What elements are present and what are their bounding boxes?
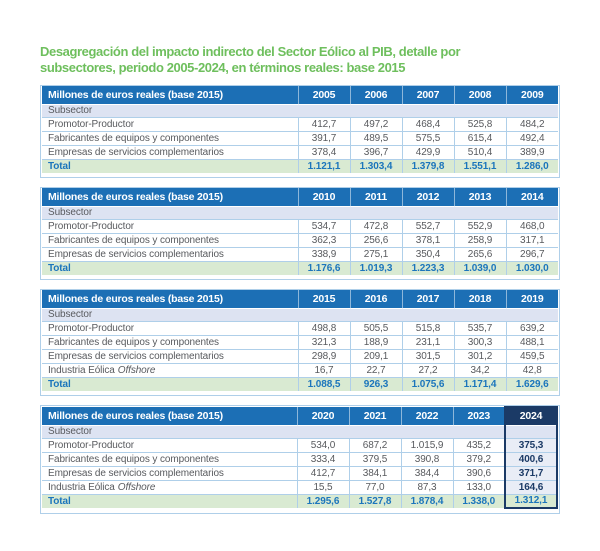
total-row bbox=[42, 377, 558, 391]
corner-header: Millones de euros reales (base 2015) bbox=[42, 407, 297, 425]
total-value: 1.629,6 bbox=[506, 377, 558, 391]
total-value: 1.088,5 bbox=[298, 377, 350, 391]
cell-value: 575,5 bbox=[402, 131, 454, 145]
row-label bbox=[42, 466, 297, 480]
cell-value: 321,3 bbox=[298, 335, 350, 349]
subsector-label: Subsector bbox=[42, 206, 558, 219]
total-value: 1.295,6 bbox=[297, 494, 349, 508]
row-label-text: Fabricantes de equipos y componentes bbox=[48, 453, 219, 465]
row-label bbox=[42, 145, 298, 159]
row-label-italic: Offshore bbox=[117, 481, 156, 493]
row-label bbox=[42, 117, 298, 131]
row-label-text: Empresas de servicios complementarios bbox=[48, 146, 224, 158]
cell-value: 42,8 bbox=[506, 363, 558, 377]
table-header-row bbox=[42, 86, 558, 104]
corner-header: Millones de euros reales (base 2015) bbox=[42, 290, 298, 308]
total-value: 1.075,6 bbox=[402, 377, 454, 391]
total-row bbox=[42, 159, 558, 173]
cell-value: 534,0 bbox=[297, 438, 349, 452]
table-row bbox=[42, 438, 557, 452]
cell-value: 515,8 bbox=[402, 321, 454, 335]
cell-value: 378,1 bbox=[402, 233, 454, 247]
cell-value: 384,1 bbox=[349, 466, 401, 480]
cell-value: 379,5 bbox=[349, 452, 401, 466]
table-row bbox=[42, 117, 558, 131]
row-label bbox=[42, 363, 298, 377]
cell-value: 498,8 bbox=[298, 321, 350, 335]
total-value: 1.176,6 bbox=[298, 261, 350, 275]
cell-value: 34,2 bbox=[454, 363, 506, 377]
cell-value: 492,4 bbox=[506, 131, 558, 145]
total-label: Total bbox=[42, 377, 298, 391]
row-label-text: Industria Eólica bbox=[48, 364, 115, 376]
cell-value: 510,4 bbox=[454, 145, 506, 159]
cell-value: 275,1 bbox=[350, 247, 402, 261]
total-value: 1.286,0 bbox=[506, 159, 558, 173]
cell-value: 188,9 bbox=[350, 335, 402, 349]
cell-value: 258,9 bbox=[454, 233, 506, 247]
year-header: 2011 bbox=[350, 188, 402, 206]
total-label: Total bbox=[42, 159, 298, 173]
subsector-highlight-cell bbox=[505, 425, 557, 438]
row-label-text: Empresas de servicios complementarios bbox=[48, 350, 224, 362]
cell-value: 27,2 bbox=[402, 363, 454, 377]
cell-value: 1.015,9 bbox=[401, 438, 453, 452]
table-row bbox=[42, 219, 558, 233]
subsector-label: Subsector bbox=[42, 308, 558, 321]
year-header: 2017 bbox=[402, 290, 454, 308]
period-table bbox=[42, 290, 558, 391]
cell-value: 484,2 bbox=[506, 117, 558, 131]
cell-value: 371,7 bbox=[505, 466, 557, 480]
cell-value: 687,2 bbox=[349, 438, 401, 452]
row-label bbox=[42, 335, 298, 349]
row-label-text: Empresas de servicios complementarios bbox=[48, 248, 224, 260]
year-header: 2007 bbox=[402, 86, 454, 104]
cell-value: 77,0 bbox=[349, 480, 401, 494]
cell-value: 435,2 bbox=[453, 438, 505, 452]
cell-value: 429,9 bbox=[402, 145, 454, 159]
cell-value: 231,1 bbox=[402, 335, 454, 349]
year-header: 2013 bbox=[454, 188, 506, 206]
cell-value: 133,0 bbox=[453, 480, 505, 494]
year-header: 2006 bbox=[350, 86, 402, 104]
cell-value: 639,2 bbox=[506, 321, 558, 335]
table-row bbox=[42, 247, 558, 261]
table-row bbox=[42, 349, 558, 363]
cell-value: 552,9 bbox=[454, 219, 506, 233]
year-header: 2014 bbox=[506, 188, 558, 206]
cell-value: 300,3 bbox=[454, 335, 506, 349]
table-row bbox=[42, 335, 558, 349]
cell-value: 552,7 bbox=[402, 219, 454, 233]
cell-value: 16,7 bbox=[298, 363, 350, 377]
cell-value: 497,2 bbox=[350, 117, 402, 131]
row-label-text: Promotor-Productor bbox=[48, 439, 135, 451]
row-label-text: Industria Eólica bbox=[48, 481, 115, 493]
cell-value: 390,6 bbox=[453, 466, 505, 480]
table-row bbox=[42, 363, 558, 377]
row-label-text: Fabricantes de equipos y componentes bbox=[48, 234, 219, 246]
cell-value: 379,2 bbox=[453, 452, 505, 466]
subsector-label: Subsector bbox=[42, 104, 558, 117]
row-label-text: Promotor-Productor bbox=[48, 220, 135, 232]
year-header: 2010 bbox=[298, 188, 350, 206]
row-label bbox=[42, 233, 298, 247]
cell-value: 333,4 bbox=[297, 452, 349, 466]
row-label bbox=[42, 247, 298, 261]
row-label-text: Promotor-Productor bbox=[48, 322, 135, 334]
cell-value: 396,7 bbox=[350, 145, 402, 159]
tables-container bbox=[40, 85, 560, 514]
cell-value: 468,4 bbox=[402, 117, 454, 131]
row-label bbox=[42, 438, 297, 452]
period-table bbox=[42, 86, 558, 173]
cell-value: 459,5 bbox=[506, 349, 558, 363]
cell-value: 488,1 bbox=[506, 335, 558, 349]
period-table bbox=[42, 188, 558, 275]
row-label bbox=[42, 349, 298, 363]
cell-value: 615,4 bbox=[454, 131, 506, 145]
subsector-row bbox=[42, 425, 557, 438]
cell-value: 505,5 bbox=[350, 321, 402, 335]
cell-value: 375,3 bbox=[505, 438, 557, 452]
data-table bbox=[40, 405, 560, 514]
cell-value: 468,0 bbox=[506, 219, 558, 233]
data-table bbox=[40, 187, 560, 280]
cell-value: 525,8 bbox=[454, 117, 506, 131]
row-label-text: Empresas de servicios complementarios bbox=[48, 467, 224, 479]
year-header: 2020 bbox=[297, 407, 349, 425]
page-title bbox=[40, 44, 560, 76]
year-header: 2005 bbox=[298, 86, 350, 104]
cell-value: 384,4 bbox=[401, 466, 453, 480]
table-row bbox=[42, 233, 558, 247]
year-header: 2016 bbox=[350, 290, 402, 308]
row-label bbox=[42, 131, 298, 145]
cell-value: 296,7 bbox=[506, 247, 558, 261]
total-value: 1.878,4 bbox=[401, 494, 453, 508]
table-row bbox=[42, 321, 558, 335]
row-label bbox=[42, 219, 298, 233]
total-value: 1.303,4 bbox=[350, 159, 402, 173]
subsector-row bbox=[42, 104, 558, 117]
year-header: 2009 bbox=[506, 86, 558, 104]
cell-value: 256,6 bbox=[350, 233, 402, 247]
cell-value: 362,3 bbox=[298, 233, 350, 247]
subsector-row bbox=[42, 308, 558, 321]
total-value: 1.121,1 bbox=[298, 159, 350, 173]
page-title-line2: subsectores, periodo 2005-2024, en términos reales: base 2015 bbox=[40, 60, 406, 75]
row-label bbox=[42, 480, 297, 494]
data-table bbox=[40, 85, 560, 178]
corner-header: Millones de euros reales (base 2015) bbox=[42, 86, 298, 104]
cell-value: 489,5 bbox=[350, 131, 402, 145]
year-header: 2008 bbox=[454, 86, 506, 104]
cell-value: 301,2 bbox=[454, 349, 506, 363]
cell-value: 412,7 bbox=[298, 117, 350, 131]
total-row bbox=[42, 261, 558, 275]
row-label bbox=[42, 321, 298, 335]
total-value: 926,3 bbox=[350, 377, 402, 391]
year-header: 2021 bbox=[349, 407, 401, 425]
total-value: 1.312,1 bbox=[505, 494, 557, 508]
cell-value: 390,8 bbox=[401, 452, 453, 466]
row-label-text: Fabricantes de equipos y componentes bbox=[48, 336, 219, 348]
period-table bbox=[42, 406, 558, 509]
table-row bbox=[42, 145, 558, 159]
cell-value: 378,4 bbox=[298, 145, 350, 159]
cell-value: 15,5 bbox=[297, 480, 349, 494]
year-header: 2022 bbox=[401, 407, 453, 425]
year-header: 2024 bbox=[505, 407, 557, 425]
cell-value: 164,6 bbox=[505, 480, 557, 494]
total-row bbox=[42, 494, 557, 508]
cell-value: 209,1 bbox=[350, 349, 402, 363]
table-row bbox=[42, 452, 557, 466]
year-header: 2015 bbox=[298, 290, 350, 308]
cell-value: 87,3 bbox=[401, 480, 453, 494]
total-value: 1.338,0 bbox=[453, 494, 505, 508]
subsector-row bbox=[42, 206, 558, 219]
year-header: 2018 bbox=[454, 290, 506, 308]
cell-value: 391,7 bbox=[298, 131, 350, 145]
year-header: 2012 bbox=[402, 188, 454, 206]
table-header-row bbox=[42, 290, 558, 308]
total-value: 1.527,8 bbox=[349, 494, 401, 508]
cell-value: 400,6 bbox=[505, 452, 557, 466]
table-row bbox=[42, 131, 558, 145]
row-label bbox=[42, 452, 297, 466]
total-value: 1.039,0 bbox=[454, 261, 506, 275]
table-header-row bbox=[42, 188, 558, 206]
row-label-text: Promotor-Productor bbox=[48, 118, 135, 130]
total-value: 1.379,8 bbox=[402, 159, 454, 173]
cell-value: 265,6 bbox=[454, 247, 506, 261]
year-header: 2023 bbox=[453, 407, 505, 425]
row-label-italic: Offshore bbox=[117, 364, 156, 376]
total-label: Total bbox=[42, 261, 298, 275]
cell-value: 535,7 bbox=[454, 321, 506, 335]
table-row bbox=[42, 466, 557, 480]
cell-value: 298,9 bbox=[298, 349, 350, 363]
total-value: 1.171,4 bbox=[454, 377, 506, 391]
cell-value: 389,9 bbox=[506, 145, 558, 159]
total-label: Total bbox=[42, 494, 297, 508]
cell-value: 472,8 bbox=[350, 219, 402, 233]
cell-value: 317,1 bbox=[506, 233, 558, 247]
cell-value: 301,5 bbox=[402, 349, 454, 363]
cell-value: 338,9 bbox=[298, 247, 350, 261]
row-label-text: Fabricantes de equipos y componentes bbox=[48, 132, 219, 144]
total-value: 1.223,3 bbox=[402, 261, 454, 275]
page-title-line1: Desagregación del impacto indirecto del Sector Eólico al PIB, detalle por bbox=[40, 44, 461, 59]
total-value: 1.019,3 bbox=[350, 261, 402, 275]
cell-value: 412,7 bbox=[297, 466, 349, 480]
total-value: 1.030,0 bbox=[506, 261, 558, 275]
cell-value: 22,7 bbox=[350, 363, 402, 377]
total-value: 1.551,1 bbox=[454, 159, 506, 173]
table-header-row bbox=[42, 407, 557, 425]
table-row bbox=[42, 480, 557, 494]
year-header: 2019 bbox=[506, 290, 558, 308]
corner-header: Millones de euros reales (base 2015) bbox=[42, 188, 298, 206]
cell-value: 350,4 bbox=[402, 247, 454, 261]
data-table bbox=[40, 289, 560, 396]
cell-value: 534,7 bbox=[298, 219, 350, 233]
subsector-label: Subsector bbox=[42, 425, 505, 438]
